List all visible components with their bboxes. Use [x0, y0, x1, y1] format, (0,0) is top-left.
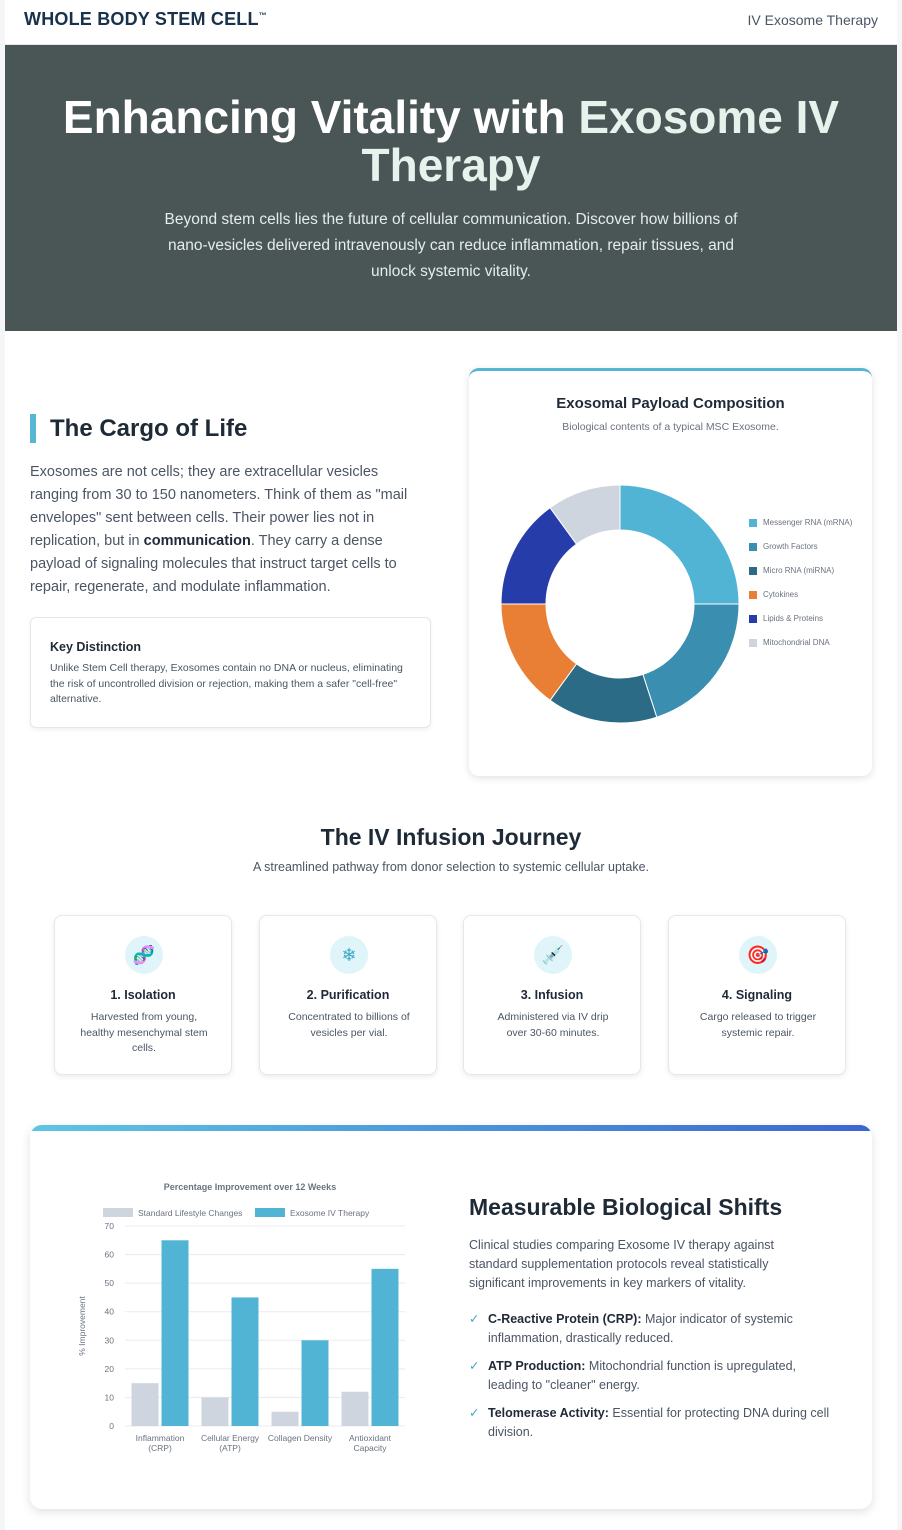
cargo-description — [30, 461, 425, 599]
legend-item-micro-rna-mirna[interactable] — [749, 566, 859, 576]
legend-item-lipids-proteins[interactable] — [749, 614, 859, 624]
check-icon: ✓ — [469, 1406, 480, 1420]
y-tick-label: 20 — [104, 1363, 114, 1374]
step-title: 3. Infusion — [520, 988, 584, 1002]
page — [5, 0, 897, 1530]
list-item — [469, 1310, 839, 1348]
step-title: 1. Isolation — [110, 988, 176, 1002]
step-text: Harvested from young, healthy mesenchymal stem cells. — [80, 1011, 208, 1054]
brand-name: WHOLE BODY STEM CELL — [24, 9, 259, 29]
hero-title — [25, 93, 877, 189]
y-tick-label: 60 — [104, 1249, 114, 1260]
bar-exosome-iv-therapy-collagen-density — [302, 1340, 329, 1426]
list-item-label: C-Reactive Protein (CRP): — [488, 1312, 642, 1326]
hero-title-part1: Enhancing Vitality with — [62, 91, 579, 143]
donut-chart-subtitle: Biological contents of a typical MSC Exosome. — [562, 421, 779, 433]
legend-item-messenger-rna-mrna[interactable] — [749, 518, 859, 528]
list-item-text: Essential for protecting DNA during cell division. — [488, 1406, 830, 1439]
legend-label: Micro RNA (miRNA) — [763, 566, 835, 575]
key-distinction-box — [30, 617, 431, 728]
dna-icon: 🧬 — [125, 936, 163, 974]
list-item-text: Major indicator of systemic inflammation, drastically reduced. — [488, 1312, 793, 1345]
donut-slice-messenger-rna-mrna — [620, 485, 739, 604]
purify-icon: ❄ — [330, 936, 368, 974]
bar-exosome-iv-therapy-cellular-energy-atp — [232, 1297, 259, 1426]
list-item-label: Telomerase Activity: — [488, 1406, 609, 1420]
legend-swatch — [749, 615, 757, 623]
step-text: Cargo released to trigger systemic repair. — [699, 1011, 817, 1039]
biological-shifts-card — [30, 1125, 872, 1509]
y-tick-label: 40 — [104, 1306, 114, 1317]
step-card-signaling — [668, 915, 846, 1075]
x-tick-label: Cellular Energy (ATP) — [200, 1433, 260, 1453]
bar-chart — [75, 1175, 425, 1475]
donut-chart — [495, 479, 745, 729]
gradient-accent-bar — [30, 1125, 872, 1131]
legend-swatch — [749, 639, 757, 647]
legend-label: Cytokines — [763, 590, 799, 599]
hero-title-accent: Exosome IV — [578, 91, 840, 143]
legend-label: Messenger RNA (mRNA) — [763, 518, 853, 527]
step-text: Administered via IV drip over 30-60 minutes. — [497, 1011, 609, 1039]
step-card-isolation — [54, 915, 232, 1075]
step-text: Concentrated to billions of vesicles per vial. — [288, 1011, 410, 1039]
journey-title: The IV Infusion Journey — [320, 824, 582, 850]
bar-exosome-iv-therapy-antioxidant-capacity — [372, 1269, 399, 1426]
bar-standard-lifestyle-changes-collagen-density — [272, 1412, 299, 1426]
y-axis-label: % Improvement — [77, 1296, 87, 1356]
legend-label: Lipids & Proteins — [763, 614, 824, 623]
bar-exosome-iv-therapy-inflammation-crp — [162, 1240, 189, 1426]
cargo-text-before: Exosomes are not cells; they are extracellular vesicles ranging from 30 to 150 nanometers. Think of them as "mail envelopes" sent between cells. Their power lies not in replication, but in — [30, 464, 408, 549]
donut-slice-growth-factors — [643, 604, 739, 717]
cargo-text-bold: communication — [143, 533, 251, 549]
list-item — [469, 1404, 839, 1442]
x-tick-label: Collagen Density — [267, 1433, 333, 1443]
check-icon: ✓ — [469, 1312, 480, 1326]
legend-swatch — [749, 519, 757, 527]
list-item-label: ATP Production: — [488, 1359, 586, 1373]
bar-standard-lifestyle-changes-inflammation-crp — [132, 1383, 159, 1426]
list-item — [469, 1357, 839, 1395]
step-title: 2. Purification — [306, 988, 390, 1002]
legend-swatch-exosome-iv-therapy — [255, 1208, 285, 1217]
y-tick-label: 70 — [104, 1221, 114, 1231]
hero-title-part2: Therapy — [361, 139, 541, 191]
step-card-purification — [259, 915, 437, 1075]
shifts-title: Measurable Biological Shifts — [469, 1194, 783, 1220]
y-tick-label: 0 — [109, 1421, 114, 1431]
bar-standard-lifestyle-changes-cellular-energy-atp — [202, 1397, 229, 1426]
target-icon: 🎯 — [739, 936, 777, 974]
bar-standard-lifestyle-changes-antioxidant-capacity — [342, 1392, 369, 1426]
legend-swatch — [749, 591, 757, 599]
check-icon: ✓ — [469, 1359, 480, 1373]
key-distinction-title: Key Distinction — [50, 640, 141, 654]
legend-swatch — [749, 567, 757, 575]
legend-item-growth-factors[interactable] — [749, 542, 859, 552]
bar-chart-title: Percentage Improvement over 12 Weeks — [163, 1182, 337, 1192]
shifts-description: Clinical studies comparing Exosome IV therapy against standard supplementation protocols reveal statistically significant improvements in key markers of vitality. — [469, 1238, 775, 1290]
legend-label: Growth Factors — [763, 542, 818, 551]
legend-label-exosome-iv-therapy[interactable]: Exosome IV Therapy — [290, 1208, 370, 1218]
brand-logo[interactable] — [24, 9, 267, 30]
donut-legend — [749, 518, 859, 662]
list-item-text: Mitochondrial function is upregulated, leading to "cleaner" energy. — [488, 1359, 796, 1392]
x-tick-label: Antioxidant Capacity — [348, 1433, 392, 1453]
x-tick-label: Inflammation (CRP) — [135, 1433, 185, 1453]
y-tick-label: 30 — [104, 1335, 114, 1346]
legend-label: Mitochondrial DNA — [763, 638, 830, 647]
nav-link-iv-exosome-therapy[interactable]: IV Exosome Therapy — [747, 12, 878, 28]
donut-chart-title: Exosomal Payload Composition — [556, 395, 785, 412]
legend-swatch — [749, 543, 757, 551]
top-nav-bar — [5, 0, 897, 45]
journey-subtitle: A streamlined pathway from donor selection to systemic cellular uptake. — [252, 860, 650, 874]
cargo-section-title: The Cargo of Life — [30, 414, 247, 443]
payload-composition-card — [469, 368, 872, 776]
legend-label-standard-lifestyle-changes[interactable]: Standard Lifestyle Changes — [138, 1208, 243, 1218]
legend-item-cytokines[interactable] — [749, 590, 859, 600]
step-card-infusion — [463, 915, 641, 1075]
hero-section — [5, 45, 897, 331]
cargo-text-after: . They carry a dense payload of signaling molecules that instruct target cells to repair, regenerate, and modulate inflammation. — [30, 533, 397, 595]
hero-subtitle: Beyond stem cells lies the future of cellular communication. Discover how billions of nano-vesicles delivered intravenously can reduce inflammation, repair tissues, and unlock systemic vitality. — [164, 211, 738, 280]
y-tick-label: 50 — [104, 1278, 114, 1289]
legend-swatch-standard-lifestyle-changes — [103, 1208, 133, 1217]
syringe-icon: 💉 — [534, 936, 572, 974]
legend-item-mitochondrial-dna[interactable] — [749, 638, 859, 648]
y-tick-label: 10 — [104, 1392, 114, 1403]
shifts-list — [469, 1310, 839, 1451]
step-title: 4. Signaling — [721, 988, 793, 1002]
key-distinction-text: Unlike Stem Cell therapy, Exosomes contain no DNA or nucleus, eliminating the risk of uncontrolled division or rejection, making them a safer "cell-free" alternative. — [50, 662, 403, 705]
trademark-mark: ™ — [258, 11, 267, 20]
